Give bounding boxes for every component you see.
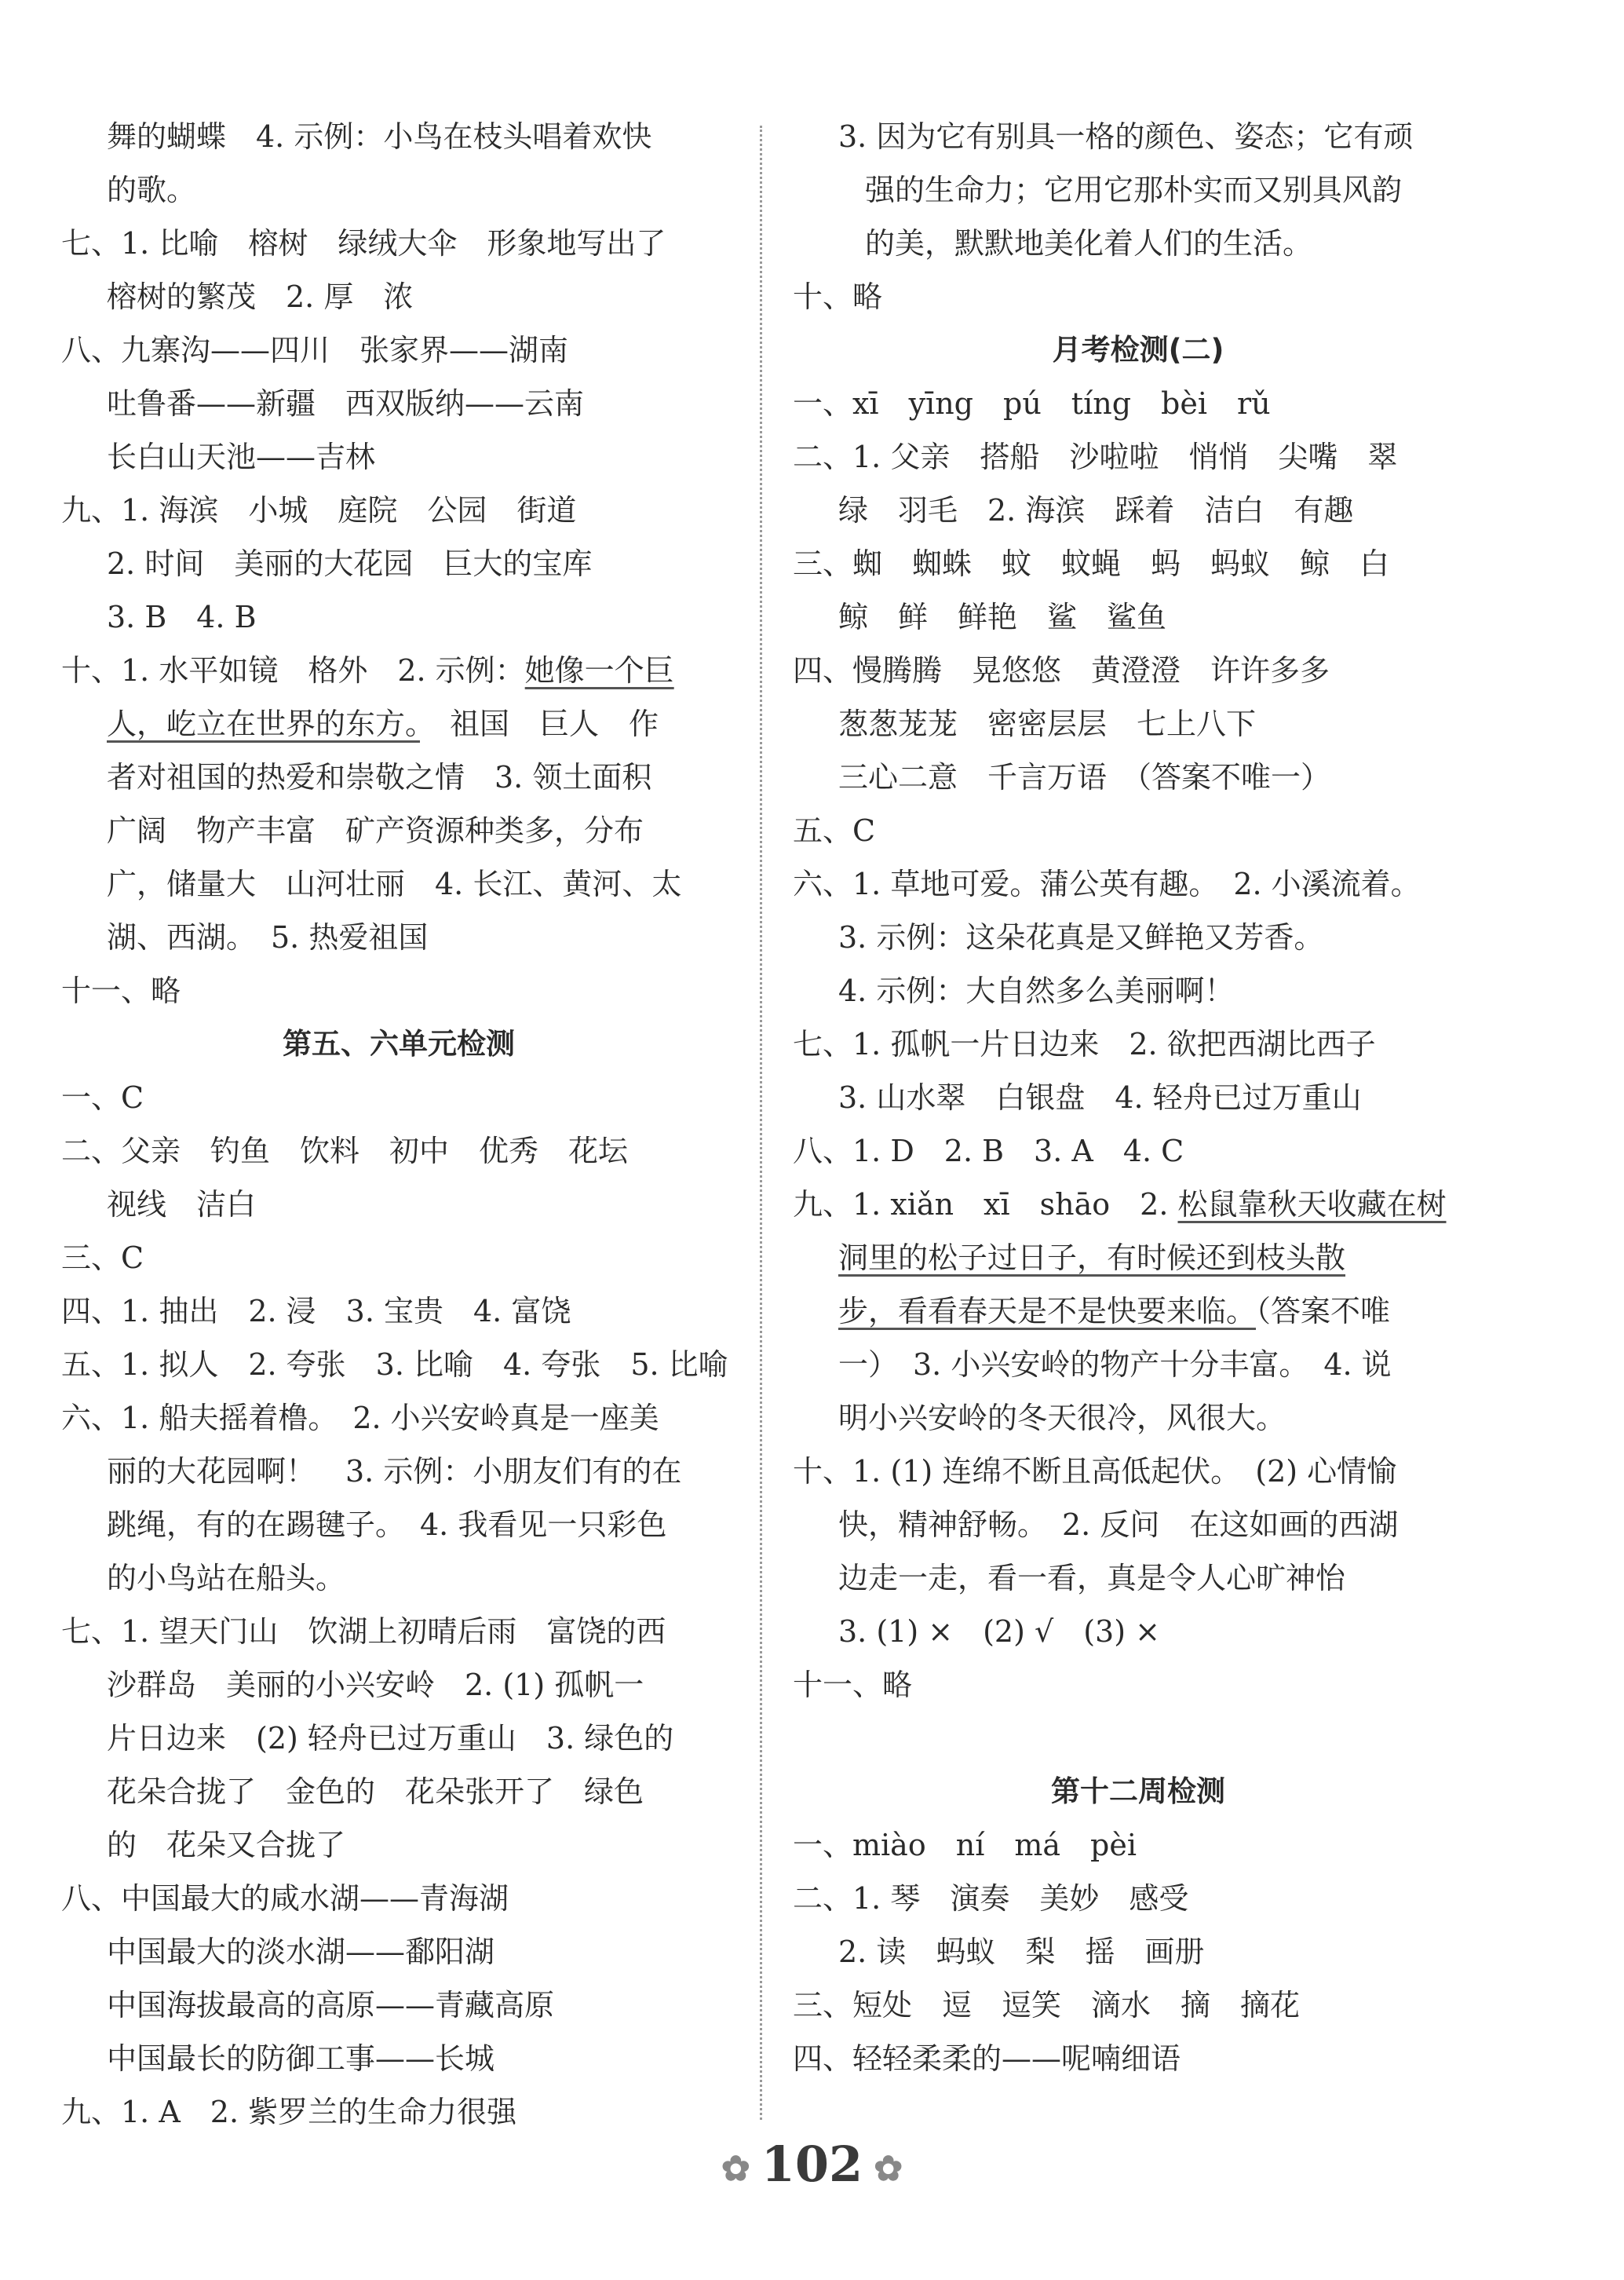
text-line: 绿 羽毛 2. 海滨 踩着 洁白 有趣 xyxy=(838,493,1354,528)
answer-line: 七、1. 望天门山 饮湖上初晴后雨 富饶的西 xyxy=(61,1614,666,1649)
text-line: 明小兴安岭的冬天很冷，风很大。 xyxy=(838,1401,1286,1435)
underlined-text: 她像一个巨 xyxy=(524,653,674,688)
answer-line: 三、蜘 蜘蛛 蚊 蚊蝇 蚂 蚂蚁 鲸 白 xyxy=(793,546,1390,581)
text-segment: 十、1. 水平如镜 格外 2. 示例： xyxy=(61,653,525,688)
text-line xyxy=(793,1284,1483,1338)
text-line: 三心二意 千言万语 （答案不唯一） xyxy=(838,760,1331,795)
right-column xyxy=(793,110,1483,2085)
text-line: 2. 时间 美丽的大花园 巨大的宝库 xyxy=(107,546,593,581)
answer-line: 六、1. 船夫摇着橹。 2. 小兴安岭真是一座美 xyxy=(61,1401,659,1435)
text-line: 2. 读 蚂蚁 梨 摇 画册 xyxy=(838,1935,1205,1969)
section-heading: 第五、六单元检测 xyxy=(283,1027,515,1061)
underlined-text: 洞里的松子过日子，有时候还到枝头散 xyxy=(838,1240,1346,1275)
underlined-text: 人，屹立在世界的东方。 xyxy=(107,707,421,741)
text-line: 3. (1) × (2) √ (3) × xyxy=(838,1614,1160,1649)
answer-line: 九、1. A 2. 紫罗兰的生命力很强 xyxy=(61,2095,517,2129)
text-line: 广阔 物产丰富 矿产资源种类多，分布 xyxy=(107,813,644,848)
answer-line: 四、慢腾腾 晃悠悠 黄澄澄 许许多多 xyxy=(793,653,1330,688)
text-line: 的歌。 xyxy=(107,173,197,207)
underlined-text: 松鼠靠秋天收藏在树 xyxy=(1177,1187,1447,1222)
text-line: 鲸 鲜 鲜艳 鲨 鲨鱼 xyxy=(838,600,1167,634)
text-line: 长白山天池——吉林 xyxy=(107,440,376,474)
answer-line: 八、九寨沟——四川 张家界——湖南 xyxy=(61,333,569,367)
text-line: 3. 因为它有别具一格的颜色、姿态；它有顽 xyxy=(838,119,1414,154)
text-line: 4. 示例：大自然多么美丽啊！ xyxy=(838,974,1235,1008)
text-line: 丽的大花园啊！ 3. 示例：小朋友们有的在 xyxy=(107,1454,682,1489)
text-line: 快，精神舒畅。 2. 反问 在这如画的西湖 xyxy=(838,1507,1399,1542)
answer-line: 二、1. 琴 演奏 美妙 感受 xyxy=(793,1881,1189,1916)
text-line: 一） 3. 小兴安岭的物产十分丰富。 4. 说 xyxy=(838,1347,1392,1382)
text-line: 的 花朵又合拢了 xyxy=(107,1828,346,1862)
text-line: 中国海拔最高的高原——青藏高原 xyxy=(107,1988,555,2022)
flower-ornament-icon: ✿ xyxy=(874,2148,903,2189)
answer-line: 一、miào ní má pèi xyxy=(793,1828,1137,1862)
text-line: 中国最大的淡水湖——鄱阳湖 xyxy=(107,1935,495,1969)
page-number: 102 xyxy=(761,2136,863,2193)
text-line: 跳绳，有的在踢毽子。 4. 我看见一只彩色 xyxy=(107,1507,667,1542)
flower-ornament-icon: ✿ xyxy=(721,2148,750,2189)
answer-line: 五、1. 拟人 2. 夸张 3. 比喻 4. 夸张 5. 比喻 xyxy=(61,1347,728,1382)
answer-line: 八、1. D 2. B 3. A 4. C xyxy=(793,1134,1184,1168)
text-line: 舞的蝴蝶 4. 示例：小鸟在枝头唱着欢快 xyxy=(107,119,652,154)
left-column xyxy=(61,110,736,2139)
text-line: 的美，默默地美化着人们的生活。 xyxy=(865,226,1313,261)
text-line: 沙群岛 美丽的小兴安岭 2. (1) 孤帆一 xyxy=(107,1668,644,1702)
text-line: 片日边来 (2) 轻舟已过万重山 3. 绿色的 xyxy=(107,1721,674,1756)
text-line: 3. 山水翠 白银盘 4. 轻舟已过万重山 xyxy=(838,1080,1362,1115)
answer-line: 四、1. 抽出 2. 浸 3. 宝贵 4. 富饶 xyxy=(61,1294,571,1328)
text-line xyxy=(793,1231,1483,1284)
text-line: 吐鲁番——新疆 西双版纳——云南 xyxy=(107,386,585,421)
answer-line xyxy=(61,644,736,697)
answer-line: 一、C xyxy=(61,1080,144,1115)
text-line: 视线 洁白 xyxy=(107,1187,257,1222)
answer-line: 五、C xyxy=(793,813,876,848)
answer-line: 一、xī yīng pú tíng bèi rǔ xyxy=(793,386,1271,421)
answer-line: 六、1. 草地可爱。蒲公英有趣。 2. 小溪流着。 xyxy=(793,867,1421,901)
spacer xyxy=(793,1712,1483,1765)
text-line: 边走一走，看一看，真是令人心旷神怡 xyxy=(838,1561,1346,1595)
text-segment: （答案不唯 xyxy=(1256,1294,1391,1328)
answer-line: 十一、略 xyxy=(793,1668,913,1702)
section-heading: 月考检测(二) xyxy=(1052,333,1224,367)
answer-line: 七、1. 孤帆一片日边来 2. 欲把西湖比西子 xyxy=(793,1027,1376,1061)
answer-line: 十一、略 xyxy=(61,974,181,1008)
answer-line xyxy=(793,1178,1483,1231)
section-heading: 第十二周检测 xyxy=(1051,1774,1225,1808)
answer-line: 四、轻轻柔柔的——呢喃细语 xyxy=(793,2041,1181,2076)
column-divider xyxy=(760,126,762,2120)
text-line: 湖、西湖。 5. 热爱祖国 xyxy=(107,920,429,955)
text-line: 的小鸟站在船头。 xyxy=(107,1561,346,1595)
answer-line: 二、1. 父亲 搭船 沙啦啦 悄悄 尖嘴 翠 xyxy=(793,440,1398,474)
text-segment: 祖国 巨人 作 xyxy=(420,707,659,741)
answer-line: 十、1. (1) 连绵不断且高低起伏。 (2) 心情愉 xyxy=(793,1454,1397,1489)
answer-line: 十、略 xyxy=(793,280,883,314)
page-number-footer xyxy=(0,2136,1624,2193)
text-line: 3. B 4. B xyxy=(107,600,257,634)
text-line: 强的生命力；它用它那朴实而又别具风韵 xyxy=(865,173,1403,207)
answer-line: 九、1. 海滨 小城 庭院 公园 街道 xyxy=(61,493,577,528)
answer-line: 七、1. 比喻 榕树 绿绒大伞 形象地写出了 xyxy=(61,226,666,261)
text-line: 花朵合拢了 金色的 花朵张开了 绿色 xyxy=(107,1774,644,1809)
text-line xyxy=(61,697,736,751)
answer-line: 二、父亲 钓鱼 饮料 初中 优秀 花坛 xyxy=(61,1134,629,1168)
text-line: 3. 示例：这朵花真是又鲜艳又芳香。 xyxy=(838,920,1324,955)
answer-line: 八、中国最大的咸水湖——青海湖 xyxy=(61,1881,509,1916)
underlined-text: 步，看看春天是不是快要来临。 xyxy=(838,1294,1257,1328)
answer-line: 三、C xyxy=(61,1240,144,1275)
text-line: 中国最长的防御工事——长城 xyxy=(107,2041,495,2076)
text-line: 葱葱茏茏 密密层层 七上八下 xyxy=(838,707,1257,741)
answer-line: 三、短处 逗 逗笑 滴水 摘 摘花 xyxy=(793,1988,1301,2022)
text-line: 者对祖国的热爱和崇敬之情 3. 领土面积 xyxy=(107,760,652,795)
text-line: 广，储量大 山河壮丽 4. 长江、黄河、太 xyxy=(107,867,682,901)
text-line: 榕树的繁茂 2. 厚 浓 xyxy=(107,280,414,314)
text-segment: 九、1. xiǎn xī shāo 2. xyxy=(793,1187,1178,1222)
